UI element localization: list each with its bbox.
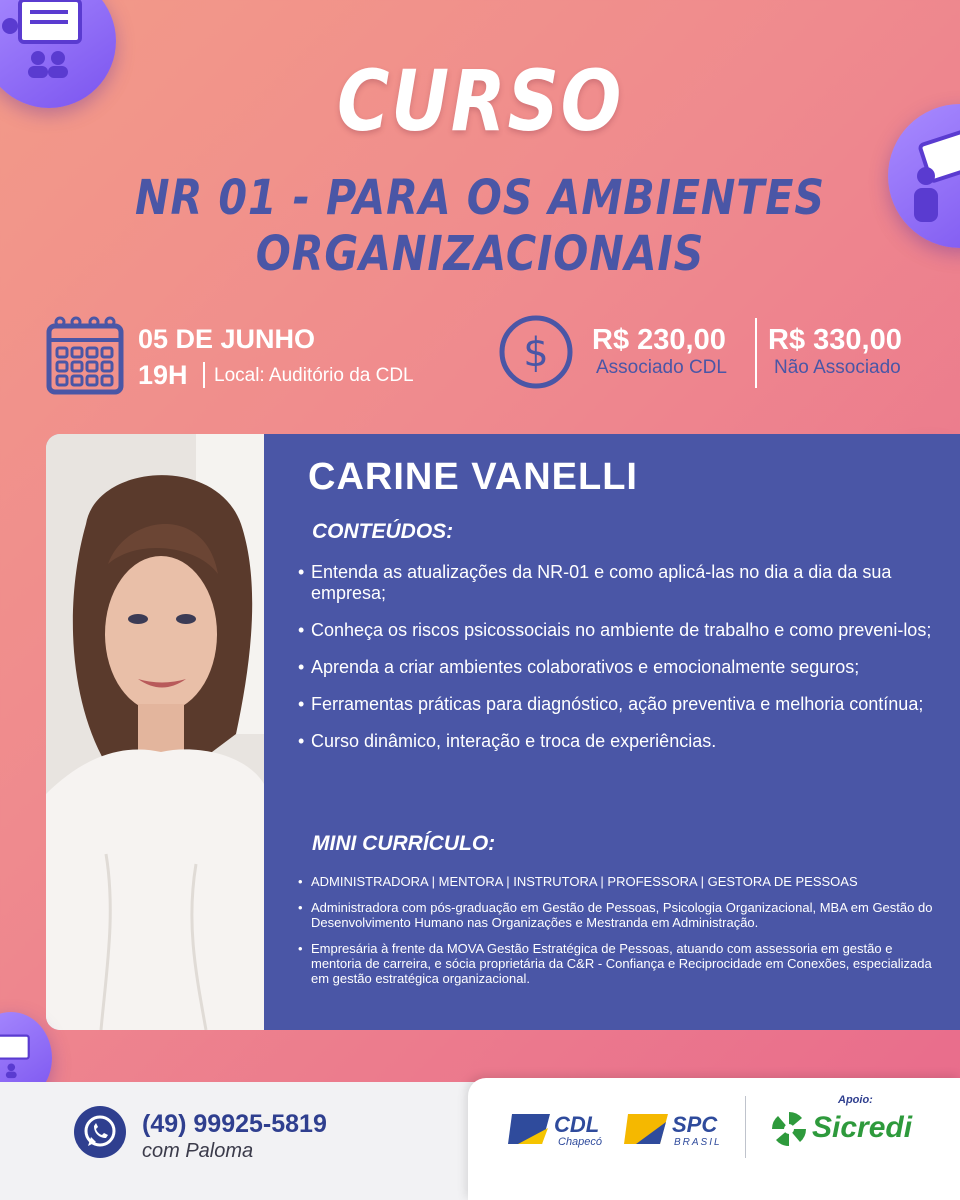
nonmember-price-label: Não Associado	[774, 357, 901, 378]
member-price-label: Associado CDL	[596, 357, 727, 378]
dollar-icon	[498, 314, 574, 390]
svg-text:$: $	[523, 330, 549, 376]
speaker-name: CARINE VANELLI	[308, 456, 638, 498]
contents-heading: CONTEÚDOS:	[312, 520, 454, 543]
presentation-icon	[894, 128, 960, 228]
sicredi-name: Sicredi	[812, 1111, 913, 1144]
speaker-portrait-illustration	[46, 434, 264, 1030]
divider	[745, 1096, 746, 1158]
whatsapp-icon[interactable]	[74, 1106, 126, 1158]
event-time: 19H	[138, 360, 188, 390]
course-subtitle	[67, 170, 893, 282]
contact-person: com Paloma	[142, 1140, 254, 1162]
contact-phone[interactable]: (49) 99925-5819	[142, 1110, 327, 1138]
list-item: • Administradora com pós-graduação em Gestão de Pessoas, Psicologia Organizacional, MBA em Gestão do Desenvolvimento Humano nas Organizações e Mestranda em Administração.	[298, 900, 938, 930]
list-item: • Entenda as atualizações da NR-01 e como aplicá-las no dia a dia da sua empresa;	[298, 562, 938, 604]
resume-heading: MINI CURRÍCULO:	[312, 832, 496, 855]
spc-sub: BRASIL	[674, 1137, 722, 1148]
support-label: Apoio:	[838, 1094, 873, 1106]
cdl-city: Chapecó	[558, 1136, 603, 1148]
resume-list	[298, 874, 938, 997]
event-location: Local: Auditório da CDL	[214, 365, 414, 386]
spc-logo	[622, 1108, 726, 1150]
divider	[755, 318, 757, 388]
divider	[203, 362, 205, 388]
list-item: • Curso dinâmico, interação e troca de experiências.	[298, 731, 938, 752]
decor-presentation-circle-right	[888, 104, 960, 248]
speaker-photo	[46, 434, 264, 1030]
event-date: 05 DE JUNHO	[138, 324, 316, 354]
presentation-icon	[0, 1028, 52, 1088]
subtitle-line-2: ORGANIZACIONAIS	[255, 226, 705, 282]
list-item: • ADMINISTRADORA | MENTORA | INSTRUTORA | PROFESSORA | GESTORA DE PESSOAS	[298, 874, 938, 889]
contents-list	[298, 562, 938, 768]
calendar-icon	[46, 314, 124, 396]
list-item: • Aprenda a criar ambientes colaborativos e emocionalmente seguros;	[298, 657, 938, 678]
cdl-logo	[508, 1108, 612, 1150]
member-price: R$ 230,00	[592, 324, 726, 356]
subtitle-line-1: NR 01 - PARA OS AMBIENTES	[135, 170, 825, 226]
list-item: • Ferramentas práticas para diagnóstico, ação preventiva e melhoria contínua;	[298, 694, 938, 715]
sicredi-logo-icon	[770, 1110, 808, 1148]
spc-name: SPC	[672, 1112, 718, 1137]
nonmember-price: R$ 330,00	[768, 324, 902, 356]
cdl-name: CDL	[554, 1112, 600, 1137]
list-item: • Conheça os riscos psicossociais no ambiente de trabalho e como preveni-los;	[298, 620, 938, 641]
list-item: • Empresária à frente da MOVA Gestão Estratégica de Pessoas, atuando com assessoria em gestão e mentoria de carreira, e sócia proprietária da C&R - Confiança e Reciprocidade em Conexões, especializada em gestão estratégica organizacional.	[298, 941, 938, 986]
page-title: CURSO	[337, 52, 623, 150]
